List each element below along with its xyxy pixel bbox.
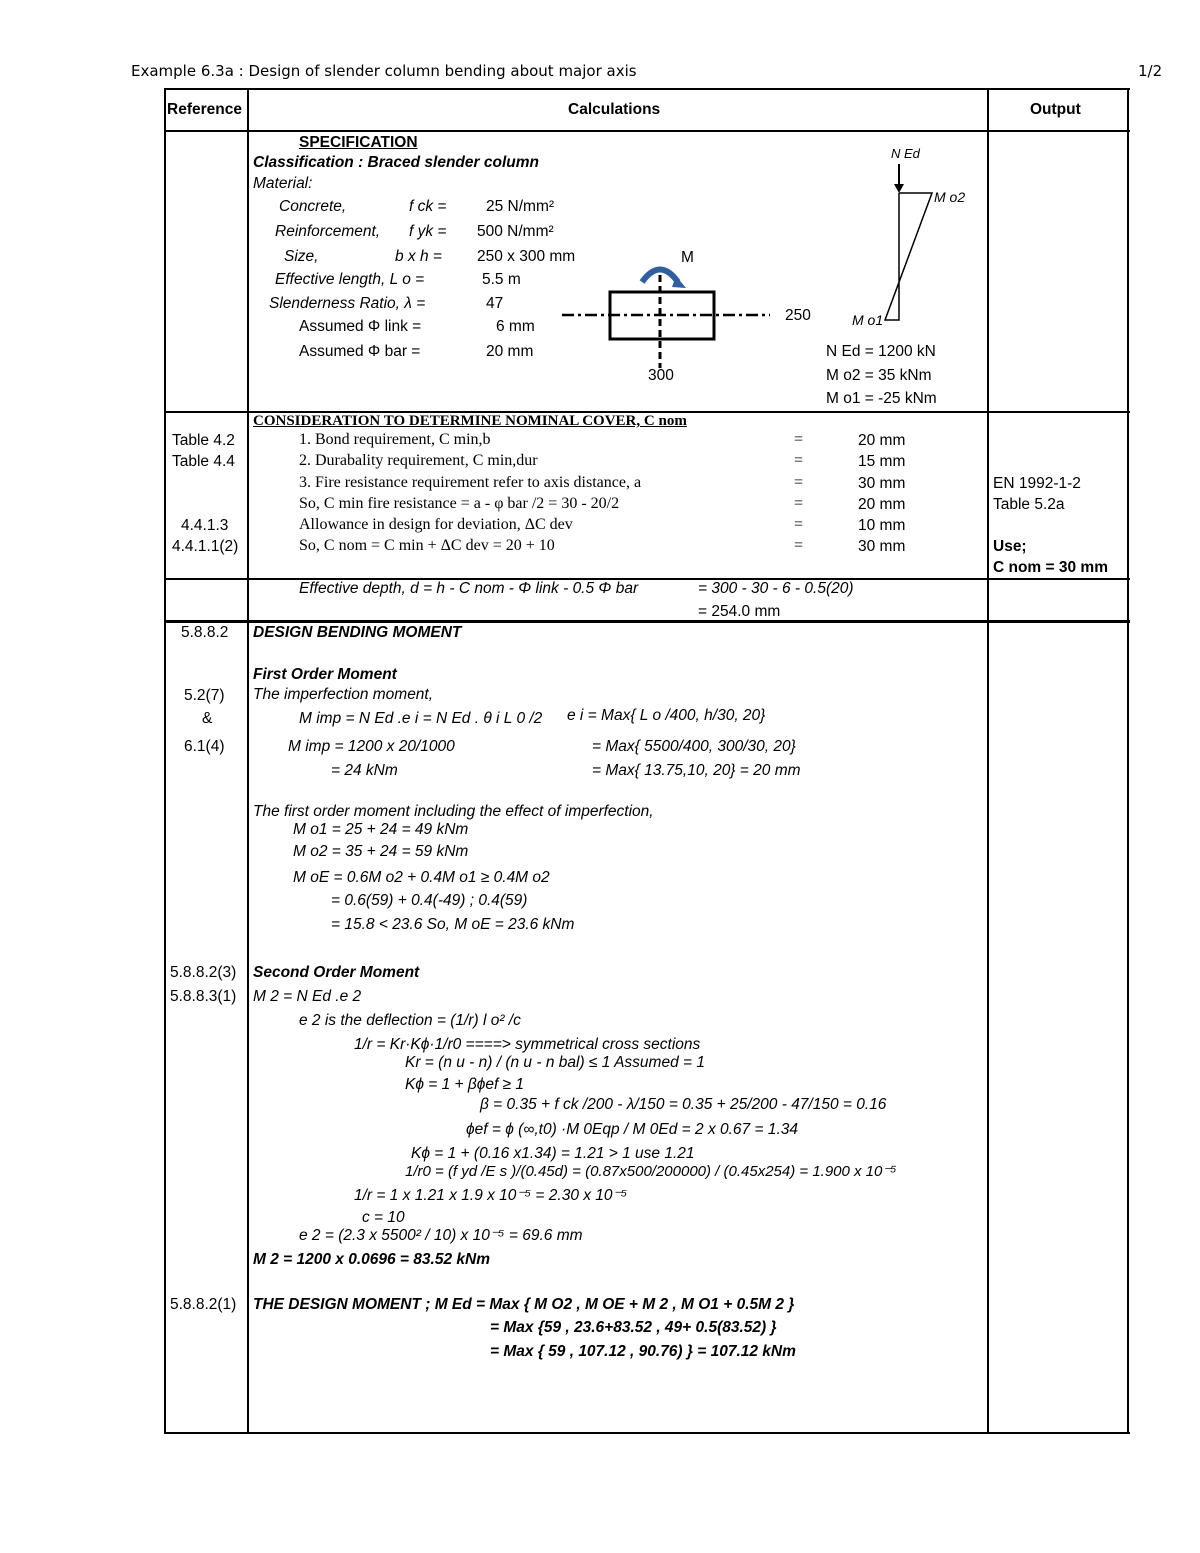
ned-diagram-label: N Ed [891,146,920,161]
deflection-formula: e 2 is the deflection = (1/r) l o² /c [299,1012,521,1029]
size-symbol: b x h = [395,248,442,265]
cover-ref-2: Table 4.4 [172,453,235,470]
slenderness-label: Slenderness Ratio, λ = [269,295,426,312]
beta-calc: β = 0.35 + f ck /200 - λ/150 = 0.35 + 25/200 - 47/150 = 0.16 [480,1096,887,1113]
use-label: Use; [993,538,1027,555]
effective-depth-substitution: = 300 - 30 - 6 - 0.5(20) [698,580,854,597]
mo1-diagram-label: M o1 [852,312,884,328]
bending-ref-3: & [202,710,213,727]
size-label: Size, [284,248,319,265]
classification: Classification : Braced slender column [253,154,539,171]
reference-header: Reference [167,101,242,118]
kphi-formula: Kϕ = 1 + βϕef ≥ 1 [405,1076,525,1093]
cover-row-1-val: 20 mm [858,432,906,449]
effective-depth-result: = 254.0 mm [698,603,781,620]
imperfection-label: The imperfection moment, [253,686,434,703]
mo2-value: M o2 = 35 kNm [826,367,932,384]
section-width-label: 250 [785,307,811,324]
cover-row-3-val: 30 mm [858,475,906,492]
reinforcement-label: Reinforcement, [275,223,381,240]
cover-row-4-text: So, C min fire resistance = a - φ bar /2 = 30 - 20/2 [299,495,620,512]
moment-diagram-shape [885,193,932,320]
cover-row-6-val: 30 mm [858,538,906,555]
moe-formula: M oE = 0.6M o2 + 0.4M o1 ≥ 0.4M o2 [293,869,550,886]
nominal-cover-output: C nom = 30 mm [993,559,1108,576]
cover-ref-6: 4.4.1.1(2) [172,538,239,555]
material-label: Material: [253,175,313,192]
phi-ef-calc: ϕef = ϕ (∞,t0) ·M 0Eqp / M 0Ed = 2 x 0.67 = 1.34 [466,1121,798,1138]
cover-row-3-text: 3. Fire resistance requirement refer to axis distance, a [299,474,642,491]
bar-diameter-value: 20 mm [486,343,534,360]
fire-table-ref: Table 5.2a [993,496,1065,513]
eccentricity-substitution: = Max{ 5500/400, 300/30, 20} [592,738,796,755]
imperfection-substitution: M imp = 1200 x 20/1000 [288,738,455,755]
cover-row-5-eq: = [794,516,804,533]
eccentricity-formula: e i = Max{ L o /400, h/30, 20} [567,707,766,724]
cover-row-1-text: 1. Bond requirement, C min,b [299,431,491,448]
mo2-diagram-label: M o2 [934,189,966,205]
imperfection-result: = 24 kNm [331,762,398,779]
document-title: Example 6.3a : Design of slender column bending about major axis [131,62,637,80]
cover-heading: CONSIDERATION TO DETERMINE NOMINAL COVER, C nom [253,413,687,429]
r0-calc: 1/r0 = (f yd /E s )/(0.45d) = (0.87x500/200000) / (0.45x254) = 1.900 x 10⁻⁵ [405,1163,897,1180]
design-moment-substitution: = Max {59 , 23.6+83.52 , 49+ 0.5(83.52) } [490,1319,777,1336]
mo1-calc: M o1 = 25 + 24 = 49 kNm [293,821,469,838]
cover-row-2-eq: = [794,452,804,469]
second-order-heading: Second Order Moment [253,964,420,981]
moment-label: M [681,249,694,266]
link-diameter-value: 6 mm [496,318,535,335]
moe-substitution: = 0.6(59) + 0.4(-49) ; 0.4(59) [331,892,528,909]
bending-ref-2: 5.2(7) [184,687,225,704]
effective-depth-formula: Effective depth, d = h - C nom - Φ link - 0.5 Φ bar [299,580,639,597]
page-number: 1/2 [1138,62,1163,80]
second-ref-2: 5.8.8.3(1) [170,988,237,1005]
kphi-calc: Kϕ = 1 + (0.16 x1.34) = 1.21 > 1 use 1.21 [411,1145,695,1162]
e2-calc: e 2 = (2.3 x 5500² / 10) x 10⁻⁵ = 69.6 mm [299,1227,583,1244]
size-value: 250 x 300 mm [477,248,576,265]
cover-row-1-eq: = [794,431,804,448]
mo1-value: M o1 = -25 kNm [826,390,937,407]
cover-row-5-text: Allowance in design for deviation, ΔC dev [299,516,573,533]
imperfection-formula: M imp = N Ed .e i = N Ed . θ i L 0 /2 [299,710,543,727]
cover-row-4-eq: = [794,495,804,512]
bending-ref-1: 5.8.8.2 [181,624,229,641]
concrete-label: Concrete, [279,198,347,215]
mo2-calc: M o2 = 35 + 24 = 59 kNm [293,843,469,860]
fyk-symbol: f yk = [409,223,447,240]
bending-heading: DESIGN BENDING MOMENT [253,624,462,641]
m2-result: M 2 = 1200 x 0.0696 = 83.52 kNm [253,1251,490,1268]
spec-heading: SPECIFICATION [299,134,418,151]
cover-row-5-val: 10 mm [858,517,906,534]
cover-row-4-val: 20 mm [858,496,906,513]
fck-symbol: f ck = [409,198,447,215]
bar-diameter-label: Assumed Φ bar = [299,343,421,360]
second-ref-1: 5.8.8.2(3) [170,964,237,981]
output-header: Output [1030,101,1081,118]
moe-result: = 15.8 < 23.6 So, M oE = 23.6 kNm [331,916,575,933]
calculations-header: Calculations [568,101,661,118]
first-order-heading: First Order Moment [253,666,397,683]
effective-length-value: 5.5 m [482,271,521,288]
curvature-calc: 1/r = 1 x 1.21 x 1.9 x 10⁻⁵ = 2.30 x 10⁻⁵ [354,1187,628,1204]
section-depth-label: 300 [648,367,674,384]
design-ref: 5.8.8.2(1) [170,1296,237,1313]
design-moment-formula: THE DESIGN MOMENT ; M Ed = Max { M O2 , M OE + M 2 , M O1 + 0.5M 2 } [253,1296,795,1313]
m2-formula: M 2 = N Ed .e 2 [253,988,362,1005]
design-moment-result: = Max { 59 , 107.12 , 90.76) } = 107.12 kNm [490,1343,796,1360]
cover-row-6-text: So, C nom = C min + ΔC dev = 20 + 10 [299,537,555,554]
bending-ref-4: 6.1(4) [184,738,225,755]
effective-length-label: Effective length, L o = [275,271,425,288]
ned-value: N Ed = 1200 kN [826,343,936,360]
cover-row-3-eq: = [794,474,804,491]
link-diameter-label: Assumed Φ link = [299,318,422,335]
cover-row-2-val: 15 mm [858,453,906,470]
fck-value: 25 N/mm² [486,198,555,215]
cover-row-6-eq: = [794,537,804,554]
eccentricity-result: = Max{ 13.75,10, 20} = 20 mm [592,762,801,779]
curvature-formula: 1/r = Kr·Kϕ·1/r0 ====> symmetrical cross sections [354,1036,701,1053]
cover-ref-5: 4.4.1.3 [181,517,229,534]
fyk-value: 500 N/mm² [477,223,554,240]
fire-code-ref: EN 1992-1-2 [993,475,1081,492]
c-value: c = 10 [362,1209,405,1226]
cover-row-2-text: 2. Durabality requirement, C min,dur [299,452,538,469]
kr-formula: Kr = (n u - n) / (n u - n bal) ≤ 1 Assumed = 1 [405,1054,705,1071]
including-imperfection-label: The first order moment including the effect of imperfection, [253,803,654,820]
cover-ref-1: Table 4.2 [172,432,235,449]
slenderness-value: 47 [486,295,504,312]
